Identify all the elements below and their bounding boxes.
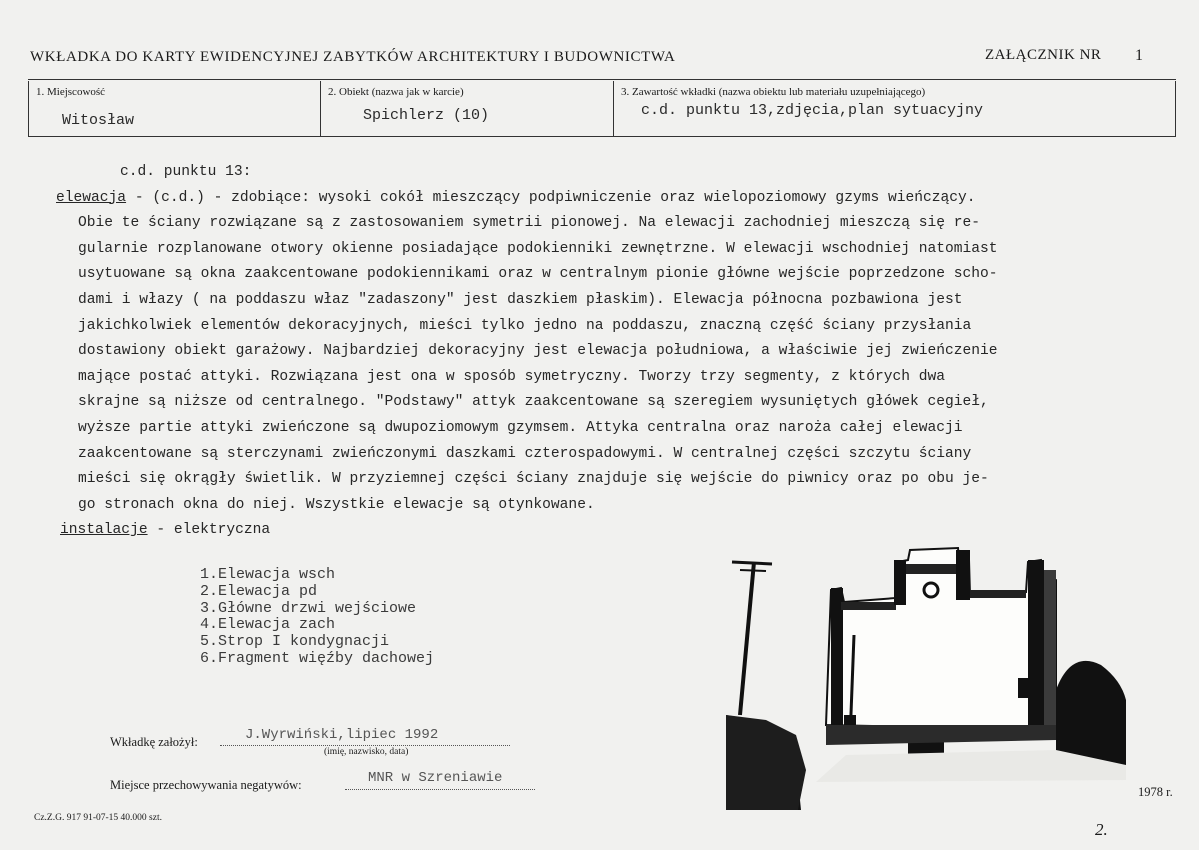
list-item: 5.Strop I kondygnacji — [200, 633, 390, 651]
description-line: usytuowane są okna zaakcentowane podokiennikami oraz w centralnym pionie główne wejście poprzedzone scho- — [78, 266, 998, 283]
section-heading: c.d. punktu 13: — [120, 164, 252, 180]
list-item: 1.Elewacja wsch — [200, 566, 336, 583]
list-item: 6.Fragment więźby dachowej — [200, 649, 435, 667]
annex-number: 1 — [1135, 47, 1143, 64]
page-mark: 2. — [1095, 820, 1108, 839]
print-code: Cz.Z.G. 917 91-07-15 40.000 szt. — [34, 813, 162, 823]
contents-value: c.d. punktu 13,zdjęcia,plan sytuacyjny — [641, 102, 984, 119]
description-line: go stronach okna do niej. Wszystkie elewacje są otynkowane. — [78, 496, 595, 513]
photo-list — [200, 567, 434, 668]
description-line: dami i włazy ( na poddaszu właz "zadaszony" jest daszkiem płaskim). Elewacja północna pozbawiona jest — [78, 291, 963, 308]
elewacja-term: elewacja — [56, 189, 127, 206]
list-item: 2.Elewacja pd — [200, 582, 318, 600]
list-item: 4.Elewacja zach — [200, 616, 336, 634]
description-line: mieści się okrągły świetlik. W przyziemnej części ściany znajduje się wejście do piwnicy oraz po obu je- — [78, 471, 989, 488]
list-item: 3.Główne drzwi wejściowe — [200, 599, 417, 617]
elewacja-text: - (c.d.) - zdobiące: wysoki cokół mieszczący podpiwniczenie oraz wielopoziomowy gzyms wieńczący. — [126, 189, 976, 206]
form-year: 1978 r. — [1138, 785, 1173, 799]
instalacje-text: - elektryczna — [147, 522, 271, 539]
negatives-label: Miejsce przechowywania negatywów: — [110, 778, 302, 792]
contents-label: 3. Zawartość wkładki (nazwa obiektu lub materiału uzupełniającego) — [621, 86, 926, 98]
field-divider — [320, 81, 321, 137]
negatives-value: MNR w Szreniawie — [368, 770, 503, 786]
author-caption: (imię, nazwisko, data) — [324, 747, 409, 757]
negatives-dotted-line — [345, 789, 535, 790]
author-label: Wkładkę założył: — [110, 735, 198, 749]
locality-value: Witosław — [62, 112, 135, 129]
description-text — [56, 160, 1156, 544]
field-divider — [613, 81, 614, 137]
instalacje-term: instalacje — [60, 522, 148, 539]
locality-label: 1. Miejscowość — [36, 86, 106, 98]
description-line: gularnie rozplanowane otwory okienne posiadające podokienniki zewnętrzne. W elewacji wschodniej natomiast — [78, 240, 998, 257]
author-dotted-line — [220, 745, 510, 746]
description-line: skrajne są niższe od centralnego. "Podstawy" attyk zaakcentowane są szeregiem wysuniętych główek cegieł, — [78, 394, 989, 411]
author-value: J.Wyrwiński,lipiec 1992 — [245, 727, 439, 743]
description-line — [56, 186, 1156, 212]
description-line: dostawiony obiekt garażowy. Najbardziej dekoracyjny jest elewacja południowa, a właściwie jej zwieńczenie — [78, 343, 998, 360]
annex-label: ZAŁĄCZNIK NR — [985, 47, 1102, 63]
fields-box — [28, 81, 1176, 137]
description-line: mające postać attyki. Rozwiązana jest ona w sposób symetryczny. Tworzy trzy segmenty, z których dwa — [78, 368, 946, 385]
header-divider — [28, 79, 1176, 80]
description-line: Obie te ściany rozwiązane są z zastosowaniem symetrii pionowej. Na elewacji zachodniej mieszczą się re- — [78, 215, 981, 232]
granary-photo — [726, 540, 1126, 810]
object-value: Spichlerz (10) — [363, 107, 490, 124]
description-line: zaakcentowane są sterczynami zwieńczonymi daszkami czterospadowymi. W centralnej części szczytu ściany — [78, 445, 972, 462]
description-line: wyższe partie attyki zwieńczone są dwupoziomowym gzymsem. Attyka centralna oraz naroża całej elewacji — [78, 419, 963, 436]
card-title: WKŁADKA DO KARTY EWIDENCYJNEJ ZABYTKÓW ARCHITEKTURY I BUDOWNICTWA — [30, 49, 676, 65]
description-line: jakichkolwiek elementów dekoracyjnych, mieści tylko jedno na poddaszu, znaczną część ściany przysłania — [78, 317, 972, 334]
object-label: 2. Obiekt (nazwa jak w karcie) — [328, 86, 464, 98]
